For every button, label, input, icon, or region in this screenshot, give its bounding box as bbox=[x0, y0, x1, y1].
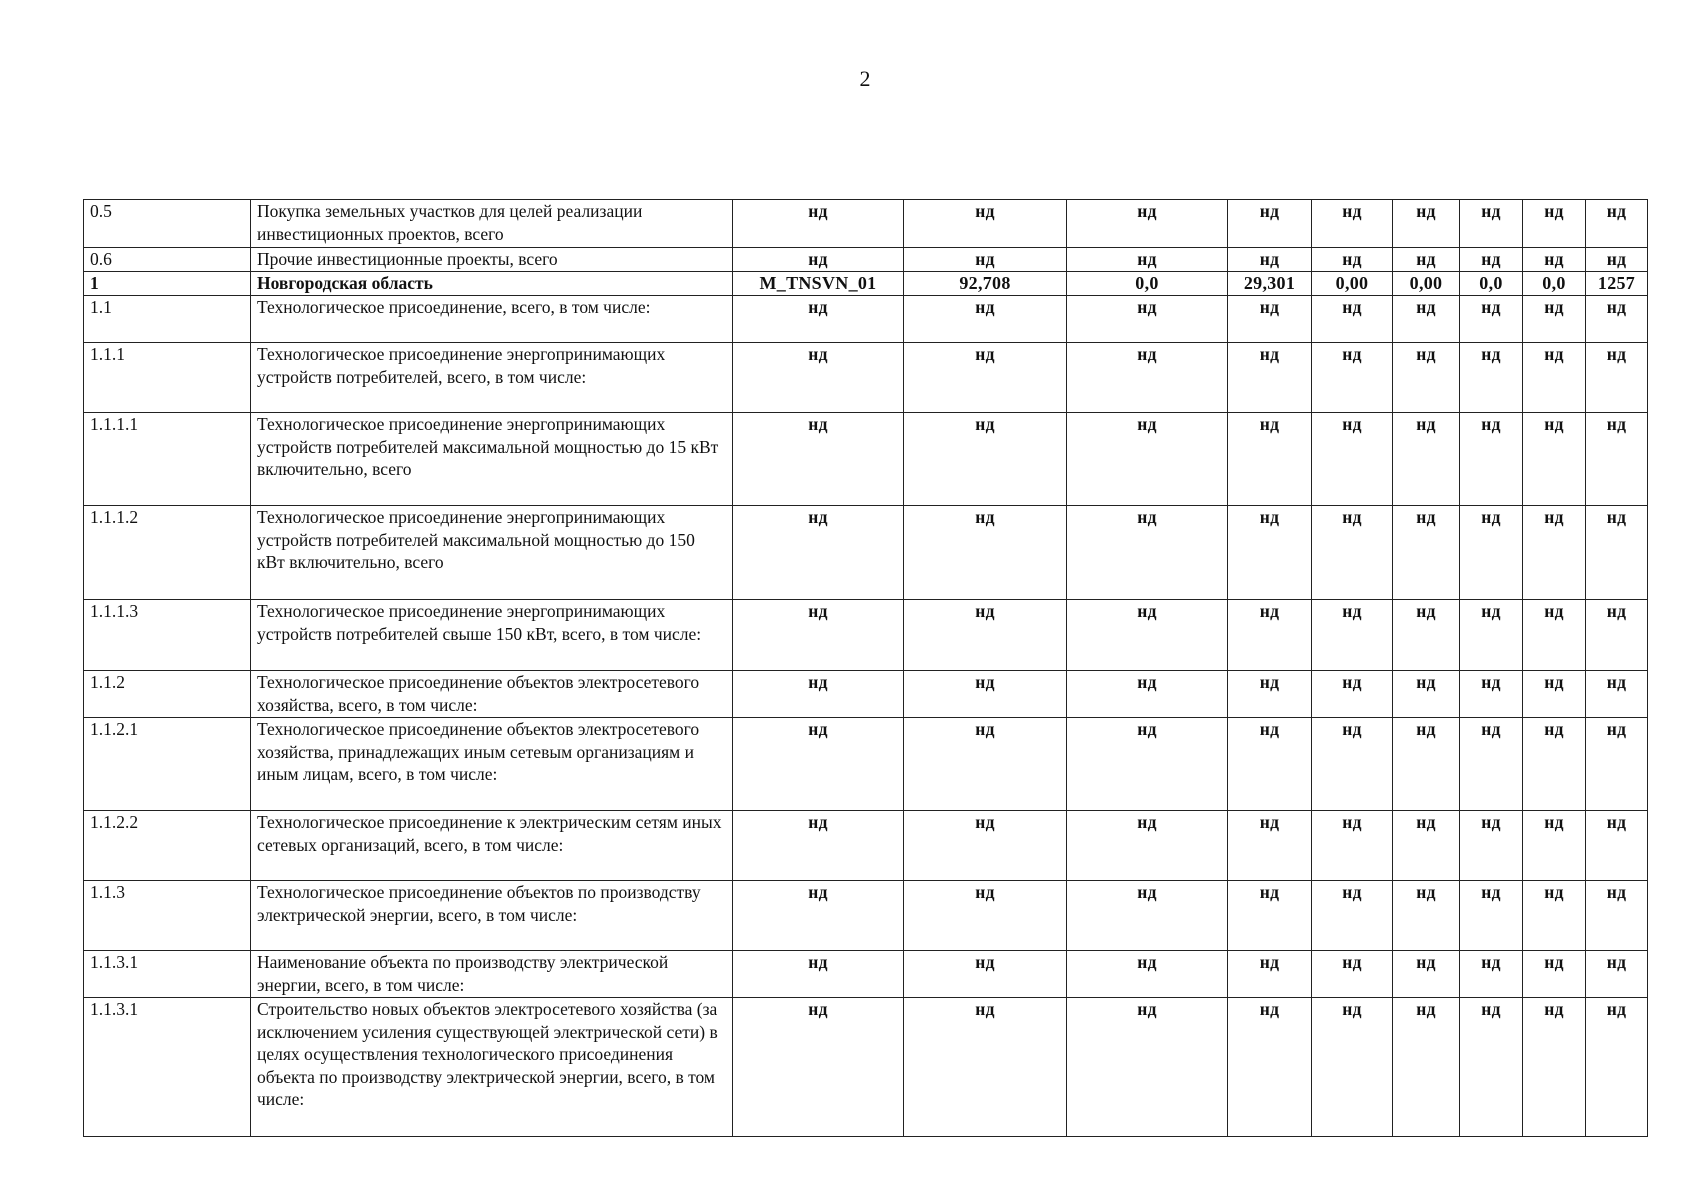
value-cell: нд bbox=[904, 951, 1067, 998]
row-number-cell: 1.1.3.1 bbox=[84, 951, 251, 998]
value-cell: 1257 bbox=[1586, 272, 1648, 296]
value-cell: нд bbox=[1228, 248, 1312, 272]
row-number-cell: 1.1.3 bbox=[84, 881, 251, 951]
row-name-cell: Технологическое присоединение, всего, в том числе: bbox=[251, 296, 733, 343]
value-cell: нд bbox=[1393, 998, 1460, 1137]
value-cell: нд bbox=[904, 671, 1067, 718]
value-cell: нд bbox=[1523, 296, 1586, 343]
table-row bbox=[84, 671, 1648, 718]
value-cell: нд bbox=[1067, 998, 1228, 1137]
value-cell: нд bbox=[1393, 200, 1460, 248]
table-row bbox=[84, 811, 1648, 881]
row-number-cell: 1.1.2 bbox=[84, 671, 251, 718]
value-cell: нд bbox=[1393, 718, 1460, 811]
value-cell: нд bbox=[1586, 200, 1648, 248]
value-cell: нд bbox=[1586, 881, 1648, 951]
value-cell: нд bbox=[1523, 998, 1586, 1137]
value-cell: нд bbox=[1393, 413, 1460, 506]
value-cell: нд bbox=[1586, 811, 1648, 881]
row-name-cell: Строительство новых объектов электросетевого хозяйства (за исключением усиления существующей электрической сети) в целях осуществления технологического присоединения объекта по производству электрической энергии, всего, в том числе: bbox=[251, 998, 733, 1137]
value-cell: нд bbox=[1586, 248, 1648, 272]
value-cell: нд bbox=[1067, 881, 1228, 951]
value-cell: нд bbox=[733, 248, 904, 272]
row-number-cell: 1.1.2.2 bbox=[84, 811, 251, 881]
value-cell: нд bbox=[1460, 600, 1523, 671]
value-cell: нд bbox=[1586, 671, 1648, 718]
value-cell: нд bbox=[1067, 718, 1228, 811]
value-cell: нд bbox=[1067, 600, 1228, 671]
value-cell: нд bbox=[1312, 881, 1393, 951]
row-name-cell: Технологическое присоединение энергопринимающих устройств потребителей, всего, в том числе: bbox=[251, 343, 733, 413]
value-cell: нд bbox=[1228, 506, 1312, 600]
value-cell: нд bbox=[1228, 998, 1312, 1137]
value-cell: нд bbox=[1460, 413, 1523, 506]
table-row bbox=[84, 200, 1648, 248]
value-cell: нд bbox=[1460, 343, 1523, 413]
value-cell: 0,00 bbox=[1393, 272, 1460, 296]
row-name-cell: Технологическое присоединение энергопринимающих устройств потребителей максимальной мощностью до 15 кВт включительно, всего bbox=[251, 413, 733, 506]
value-cell: нд bbox=[904, 600, 1067, 671]
value-cell: нд bbox=[1523, 600, 1586, 671]
value-cell: нд bbox=[904, 506, 1067, 600]
table-row bbox=[84, 998, 1648, 1137]
value-cell: нд bbox=[1312, 600, 1393, 671]
value-cell: нд bbox=[1523, 671, 1586, 718]
value-cell: нд bbox=[733, 343, 904, 413]
value-cell: нд bbox=[733, 951, 904, 998]
value-cell: нд bbox=[1228, 413, 1312, 506]
value-cell: нд bbox=[1523, 951, 1586, 998]
value-cell: нд bbox=[1228, 671, 1312, 718]
value-cell: нд bbox=[1586, 600, 1648, 671]
value-cell: нд bbox=[733, 413, 904, 506]
row-number-cell: 0.6 bbox=[84, 248, 251, 272]
value-cell: нд bbox=[1067, 248, 1228, 272]
row-name-cell: Технологическое присоединение энергопринимающих устройств потребителей максимальной мощностью до 150 кВт включительно, всего bbox=[251, 506, 733, 600]
value-cell: нд bbox=[1393, 951, 1460, 998]
value-cell: нд bbox=[1067, 296, 1228, 343]
investment-table bbox=[83, 199, 1648, 1137]
table-row bbox=[84, 506, 1648, 600]
value-cell: нд bbox=[1460, 881, 1523, 951]
value-cell: нд bbox=[1586, 296, 1648, 343]
row-name-cell: Технологическое присоединение объектов электросетевого хозяйства, принадлежащих иным сетевым организациям и иным лицам, всего, в том числе: bbox=[251, 718, 733, 811]
value-cell: 29,301 bbox=[1228, 272, 1312, 296]
value-cell: нд bbox=[1460, 506, 1523, 600]
row-name-cell: Технологическое присоединение к электрическим сетям иных сетевых организаций, всего, в том числе: bbox=[251, 811, 733, 881]
value-cell: нд bbox=[1393, 671, 1460, 718]
value-cell: нд bbox=[1393, 296, 1460, 343]
row-number-cell: 0.5 bbox=[84, 200, 251, 248]
value-cell: нд bbox=[1312, 296, 1393, 343]
value-cell: нд bbox=[1523, 718, 1586, 811]
value-cell: нд bbox=[1460, 998, 1523, 1137]
value-cell: нд bbox=[1523, 200, 1586, 248]
value-cell: нд bbox=[1523, 343, 1586, 413]
page-number: 2 bbox=[859, 66, 871, 91]
value-cell: нд bbox=[904, 248, 1067, 272]
value-cell: нд bbox=[1228, 296, 1312, 343]
value-cell: нд bbox=[904, 998, 1067, 1137]
value-cell: нд bbox=[904, 881, 1067, 951]
value-cell: нд bbox=[1067, 811, 1228, 881]
value-cell: нд bbox=[1586, 506, 1648, 600]
value-cell: нд bbox=[1312, 998, 1393, 1137]
table-body bbox=[84, 200, 1648, 1137]
value-cell: нд bbox=[1312, 413, 1393, 506]
value-cell: нд bbox=[1067, 343, 1228, 413]
value-cell: 0,0 bbox=[1523, 272, 1586, 296]
table-row bbox=[84, 343, 1648, 413]
value-cell: нд bbox=[1312, 671, 1393, 718]
value-cell: нд bbox=[1460, 811, 1523, 881]
row-name-cell: Технологическое присоединение объектов электросетевого хозяйства, всего, в том числе: bbox=[251, 671, 733, 718]
value-cell: нд bbox=[733, 600, 904, 671]
value-cell: нд bbox=[1460, 200, 1523, 248]
value-cell: нд bbox=[1312, 718, 1393, 811]
row-number-cell: 1.1.3.1 bbox=[84, 998, 251, 1137]
value-cell: нд bbox=[1067, 413, 1228, 506]
value-cell: нд bbox=[1393, 600, 1460, 671]
value-cell: нд bbox=[1393, 343, 1460, 413]
value-cell: нд bbox=[1586, 413, 1648, 506]
value-cell: нд bbox=[1228, 811, 1312, 881]
value-cell: нд bbox=[1228, 951, 1312, 998]
row-number-cell: 1.1.1.2 bbox=[84, 506, 251, 600]
value-cell: нд bbox=[1312, 343, 1393, 413]
value-cell: нд bbox=[1228, 881, 1312, 951]
value-cell: нд bbox=[1067, 951, 1228, 998]
row-name-cell: Новгородская область bbox=[251, 272, 733, 296]
row-number-cell: 1 bbox=[84, 272, 251, 296]
value-cell: нд bbox=[733, 998, 904, 1137]
value-cell: нд bbox=[733, 296, 904, 343]
row-name-cell: Технологическое присоединение энергопринимающих устройств потребителей свыше 150 кВт, всего, в том числе: bbox=[251, 600, 733, 671]
value-cell: нд bbox=[1312, 951, 1393, 998]
value-cell: нд bbox=[1586, 718, 1648, 811]
table-row bbox=[84, 600, 1648, 671]
value-cell: нд bbox=[733, 506, 904, 600]
value-cell: нд bbox=[1523, 248, 1586, 272]
value-cell: нд bbox=[904, 343, 1067, 413]
value-cell: нд bbox=[1067, 506, 1228, 600]
value-cell: нд bbox=[1228, 718, 1312, 811]
value-cell: нд bbox=[1067, 671, 1228, 718]
value-cell: 0,0 bbox=[1460, 272, 1523, 296]
value-cell: нд bbox=[1523, 881, 1586, 951]
value-cell: нд bbox=[1228, 343, 1312, 413]
table-row bbox=[84, 248, 1648, 272]
value-cell: нд bbox=[1586, 951, 1648, 998]
value-cell: нд bbox=[1460, 248, 1523, 272]
value-cell: нд bbox=[904, 413, 1067, 506]
table-row bbox=[84, 296, 1648, 343]
value-cell: нд bbox=[733, 200, 904, 248]
value-cell: нд bbox=[1312, 200, 1393, 248]
value-cell: нд bbox=[1312, 811, 1393, 881]
table-row bbox=[84, 272, 1648, 296]
row-name-cell: Наименование объекта по производству электрической энергии, всего, в том числе: bbox=[251, 951, 733, 998]
value-cell: нд bbox=[1228, 600, 1312, 671]
value-cell: нд bbox=[1312, 248, 1393, 272]
row-number-cell: 1.1.1.1 bbox=[84, 413, 251, 506]
value-cell: 92,708 bbox=[904, 272, 1067, 296]
value-cell: нд bbox=[1393, 506, 1460, 600]
value-cell: нд bbox=[904, 200, 1067, 248]
value-cell: нд bbox=[1586, 998, 1648, 1137]
value-cell: нд bbox=[1460, 671, 1523, 718]
value-cell: нд bbox=[1460, 718, 1523, 811]
row-number-cell: 1.1 bbox=[84, 296, 251, 343]
table-row bbox=[84, 718, 1648, 811]
value-cell: нд bbox=[1067, 200, 1228, 248]
row-name-cell: Покупка земельных участков для целей реализации инвестиционных проектов, всего bbox=[251, 200, 733, 248]
value-cell: нд bbox=[1460, 951, 1523, 998]
value-cell: нд bbox=[733, 881, 904, 951]
value-cell: 0,0 bbox=[1067, 272, 1228, 296]
value-cell: нд bbox=[904, 718, 1067, 811]
value-cell: нд bbox=[904, 296, 1067, 343]
value-cell: нд bbox=[1393, 811, 1460, 881]
row-number-cell: 1.1.1.3 bbox=[84, 600, 251, 671]
value-cell: нд bbox=[1312, 506, 1393, 600]
value-cell: нд bbox=[904, 811, 1067, 881]
row-name-cell: Прочие инвестиционные проекты, всего bbox=[251, 248, 733, 272]
value-cell: 0,00 bbox=[1312, 272, 1393, 296]
value-cell: M_TNSVN_01 bbox=[733, 272, 904, 296]
value-cell: нд bbox=[733, 811, 904, 881]
value-cell: нд bbox=[1523, 506, 1586, 600]
row-number-cell: 1.1.1 bbox=[84, 343, 251, 413]
table-row bbox=[84, 413, 1648, 506]
table-row bbox=[84, 881, 1648, 951]
value-cell: нд bbox=[1523, 811, 1586, 881]
value-cell: нд bbox=[1523, 413, 1586, 506]
value-cell: нд bbox=[1393, 248, 1460, 272]
value-cell: нд bbox=[1228, 200, 1312, 248]
value-cell: нд bbox=[1586, 343, 1648, 413]
row-name-cell: Технологическое присоединение объектов по производству электрической энергии, всего, в том числе: bbox=[251, 881, 733, 951]
value-cell: нд bbox=[733, 671, 904, 718]
value-cell: нд bbox=[733, 718, 904, 811]
table-row bbox=[84, 951, 1648, 998]
value-cell: нд bbox=[1393, 881, 1460, 951]
value-cell: нд bbox=[1460, 296, 1523, 343]
row-number-cell: 1.1.2.1 bbox=[84, 718, 251, 811]
